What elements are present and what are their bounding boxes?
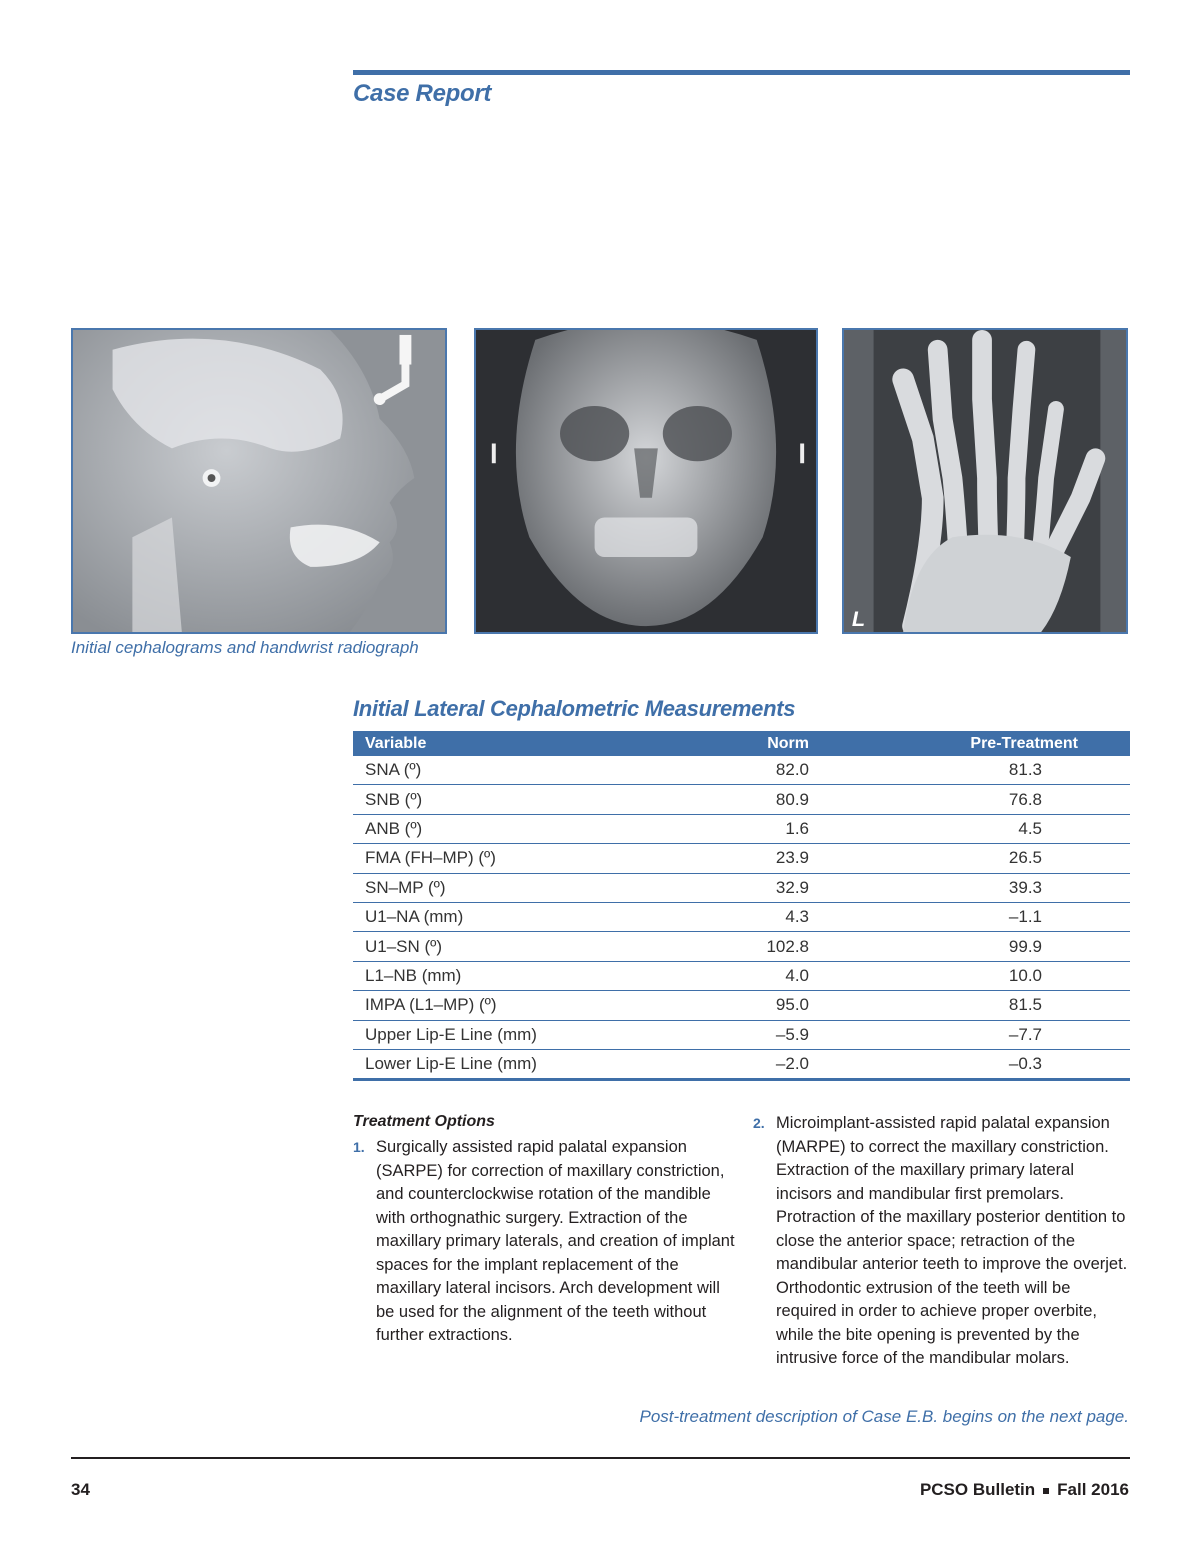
cell-variable: Lower Lip-E Line (mm) xyxy=(353,1049,685,1079)
cell-pre-treatment: 76.8 xyxy=(809,785,1130,814)
figure-caption: Initial cephalograms and handwrist radiograph xyxy=(71,638,419,657)
cephalometric-table xyxy=(353,731,1130,1081)
cell-pre-treatment: 39.3 xyxy=(809,873,1130,902)
table-row xyxy=(353,961,1130,990)
handwrist-marker: L xyxy=(851,606,866,632)
lateral-cephalogram-image xyxy=(71,328,447,634)
publication-name: PCSO Bulletin xyxy=(919,1480,1036,1499)
cell-variable: FMA (FH–MP) (º) xyxy=(353,844,685,873)
option-text: Surgically assisted rapid palatal expansion (SARPE) for correction of maxillary constriction, and counterclockwise rotation of the mandible with orthognathic surgery. Extraction of the maxillary primary laterals, and creation of implant spaces for the implant replacement of the maxillary lateral incisors. Arch development will be used for the alignment of the teeth without further extractions. xyxy=(376,1138,735,1344)
cell-pre-treatment: 10.0 xyxy=(809,961,1130,990)
cell-variable: IMPA (L1–MP) (º) xyxy=(353,991,685,1020)
table-header-row xyxy=(353,731,1130,756)
cell-pre-treatment: 81.5 xyxy=(809,991,1130,1020)
cell-pre-treatment: 26.5 xyxy=(809,844,1130,873)
table-row xyxy=(353,932,1130,961)
handwrist-radiograph-image xyxy=(842,328,1128,634)
cell-pre-treatment: –1.1 xyxy=(809,902,1130,931)
cell-norm: 23.9 xyxy=(685,844,809,873)
cell-pre-treatment: 99.9 xyxy=(809,932,1130,961)
footer-rule xyxy=(71,1457,1130,1459)
table-row xyxy=(353,1020,1130,1049)
option-number: 2. xyxy=(753,1115,765,1131)
option-number: 1. xyxy=(353,1139,365,1155)
cell-variable: U1–NA (mm) xyxy=(353,902,685,931)
separator-square xyxy=(1043,1488,1049,1494)
cell-variable: U1–SN (º) xyxy=(353,932,685,961)
cell-pre-treatment: –7.7 xyxy=(809,1020,1130,1049)
cell-variable: ANB (º) xyxy=(353,814,685,843)
cell-norm: 95.0 xyxy=(685,991,809,1020)
cell-variable: SNA (º) xyxy=(353,756,685,785)
footer-publication xyxy=(920,1480,1129,1500)
treatment-options-heading: Treatment Options xyxy=(353,1113,495,1130)
pa-cephalogram-image xyxy=(474,328,818,634)
table-row xyxy=(353,844,1130,873)
cell-norm: –2.0 xyxy=(685,1049,809,1079)
cell-norm: 4.3 xyxy=(685,902,809,931)
cell-norm: –5.9 xyxy=(685,1020,809,1049)
table-row xyxy=(353,756,1130,785)
table-row xyxy=(353,814,1130,843)
column-header-variable: Variable xyxy=(353,731,685,756)
cell-variable: SNB (º) xyxy=(353,785,685,814)
section-label: Case Report xyxy=(353,80,492,107)
cell-pre-treatment: 81.3 xyxy=(809,756,1130,785)
cell-pre-treatment: 4.5 xyxy=(809,814,1130,843)
option-text: Microimplant-assisted rapid palatal expansion (MARPE) to correct the maxillary constriction. Extraction of the maxillary primary lateral incisors and mandibular first premolars. Protraction of the maxillary posterior dentition to close the anterior space; retraction of the mandibular anterior teeth to improve the overjet. Orthodontic extrusion of the teeth will be required in order to achieve proper overbite, while the bite opening is prevented by the intrusive force of the mandibular molars. xyxy=(776,1114,1128,1367)
table-row xyxy=(353,991,1130,1020)
cell-norm: 32.9 xyxy=(685,873,809,902)
issue-date: Fall 2016 xyxy=(1057,1480,1129,1499)
page-number: 34 xyxy=(71,1480,90,1499)
table-row xyxy=(353,902,1130,931)
table-row xyxy=(353,873,1130,902)
cell-norm: 80.9 xyxy=(685,785,809,814)
continued-note: Post-treatment description of Case E.B. begins on the next page. xyxy=(639,1407,1129,1426)
cell-norm: 102.8 xyxy=(685,932,809,961)
cell-variable: Upper Lip-E Line (mm) xyxy=(353,1020,685,1049)
top-rule xyxy=(353,70,1130,75)
table-row xyxy=(353,785,1130,814)
cell-norm: 4.0 xyxy=(685,961,809,990)
cell-variable: L1–NB (mm) xyxy=(353,961,685,990)
column-header-pre-treatment: Pre-Treatment xyxy=(809,731,1130,756)
cell-pre-treatment: –0.3 xyxy=(809,1049,1130,1079)
table-title: Initial Lateral Cephalometric Measurements xyxy=(353,696,796,721)
cell-variable: SN–MP (º) xyxy=(353,873,685,902)
cell-norm: 1.6 xyxy=(685,814,809,843)
table-row xyxy=(353,1049,1130,1079)
column-header-norm: Norm xyxy=(685,731,809,756)
cell-norm: 82.0 xyxy=(685,756,809,785)
